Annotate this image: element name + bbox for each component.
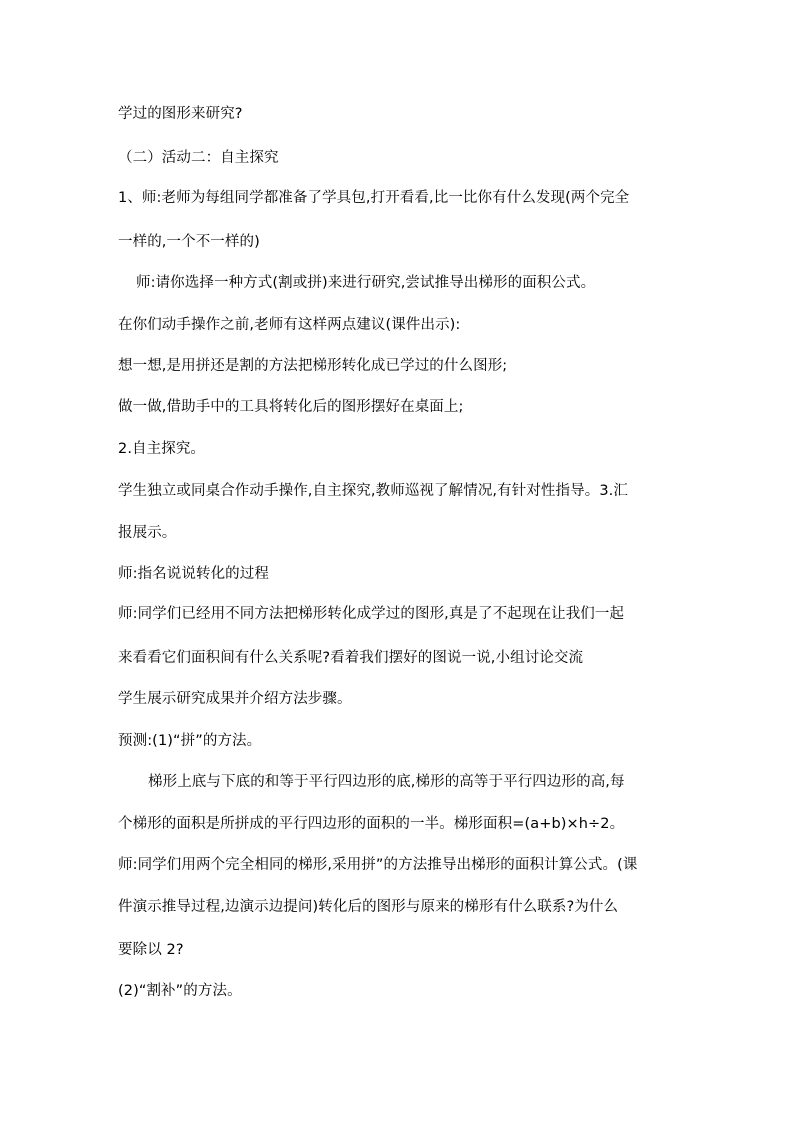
text-line: 1、师:老师为每组同学都准备了学具包,打开看看,比一比你有什么发现(两个完全 bbox=[118, 190, 630, 206]
text-line: 在你们动手操作之前,老师有这样两点建议(课件出示): bbox=[118, 317, 461, 333]
text-line: 件演示推导过程,边演示边提问)转化后的图形与原来的梯形有什么联系?为什么 bbox=[118, 899, 619, 915]
text-line: 梯形上底与下底的和等于平行四边形的底,梯形的高等于平行四边形的高,每 bbox=[148, 774, 625, 790]
text-line: 一样的,一个不一样的) bbox=[118, 234, 260, 250]
text-line: 做一做,借助手中的工具将转化后的图形摆好在桌面上; bbox=[118, 399, 464, 415]
text-line: 师:指名说说转化的过程 bbox=[118, 566, 269, 582]
text-line: 学生展示研究成果并介绍方法步骤。 bbox=[118, 691, 352, 707]
text-line: 2.自主探究。 bbox=[118, 441, 206, 457]
text-line: 师:同学们已经用不同方法把梯形转化成学过的图形,真是了不起现在让我们一起 bbox=[118, 606, 625, 622]
text-line: 师:请你选择一种方式(割或拼)来进行研究,尝试推导出梯形的面积公式。 bbox=[136, 275, 596, 291]
text-line: 学生独立或同桌合作动手操作,自主探究,教师巡视了解情况,有针对性指导。3.汇 bbox=[118, 483, 628, 499]
text-line: 学过的图形来研究? bbox=[118, 106, 243, 122]
text-line: 师:同学们用两个完全相同的梯形,采用拼”的方法推导出梯形的面积计算公式。(课 bbox=[118, 857, 638, 873]
text-line: 预测:(1)“拼”的方法。 bbox=[118, 733, 262, 749]
text-line: 想一想,是用拼还是割的方法把梯形转化成已学过的什么图形; bbox=[118, 358, 508, 374]
text-line: 个梯形的面积是所拼成的平行四边形的面积的一半。梯形面积=(a+b)×h÷2。 bbox=[118, 816, 625, 832]
text-line: (2)“割补”的方法。 bbox=[118, 983, 242, 999]
text-line: 来看看它们面积间有什么关系呢?看着我们摆好的图说一说,小组讨论交流 bbox=[118, 650, 584, 666]
text-line: 要除以 2? bbox=[118, 942, 184, 958]
text-line: 报展示。 bbox=[118, 525, 177, 541]
section-heading: （二）活动二：自主探究 bbox=[118, 150, 279, 166]
